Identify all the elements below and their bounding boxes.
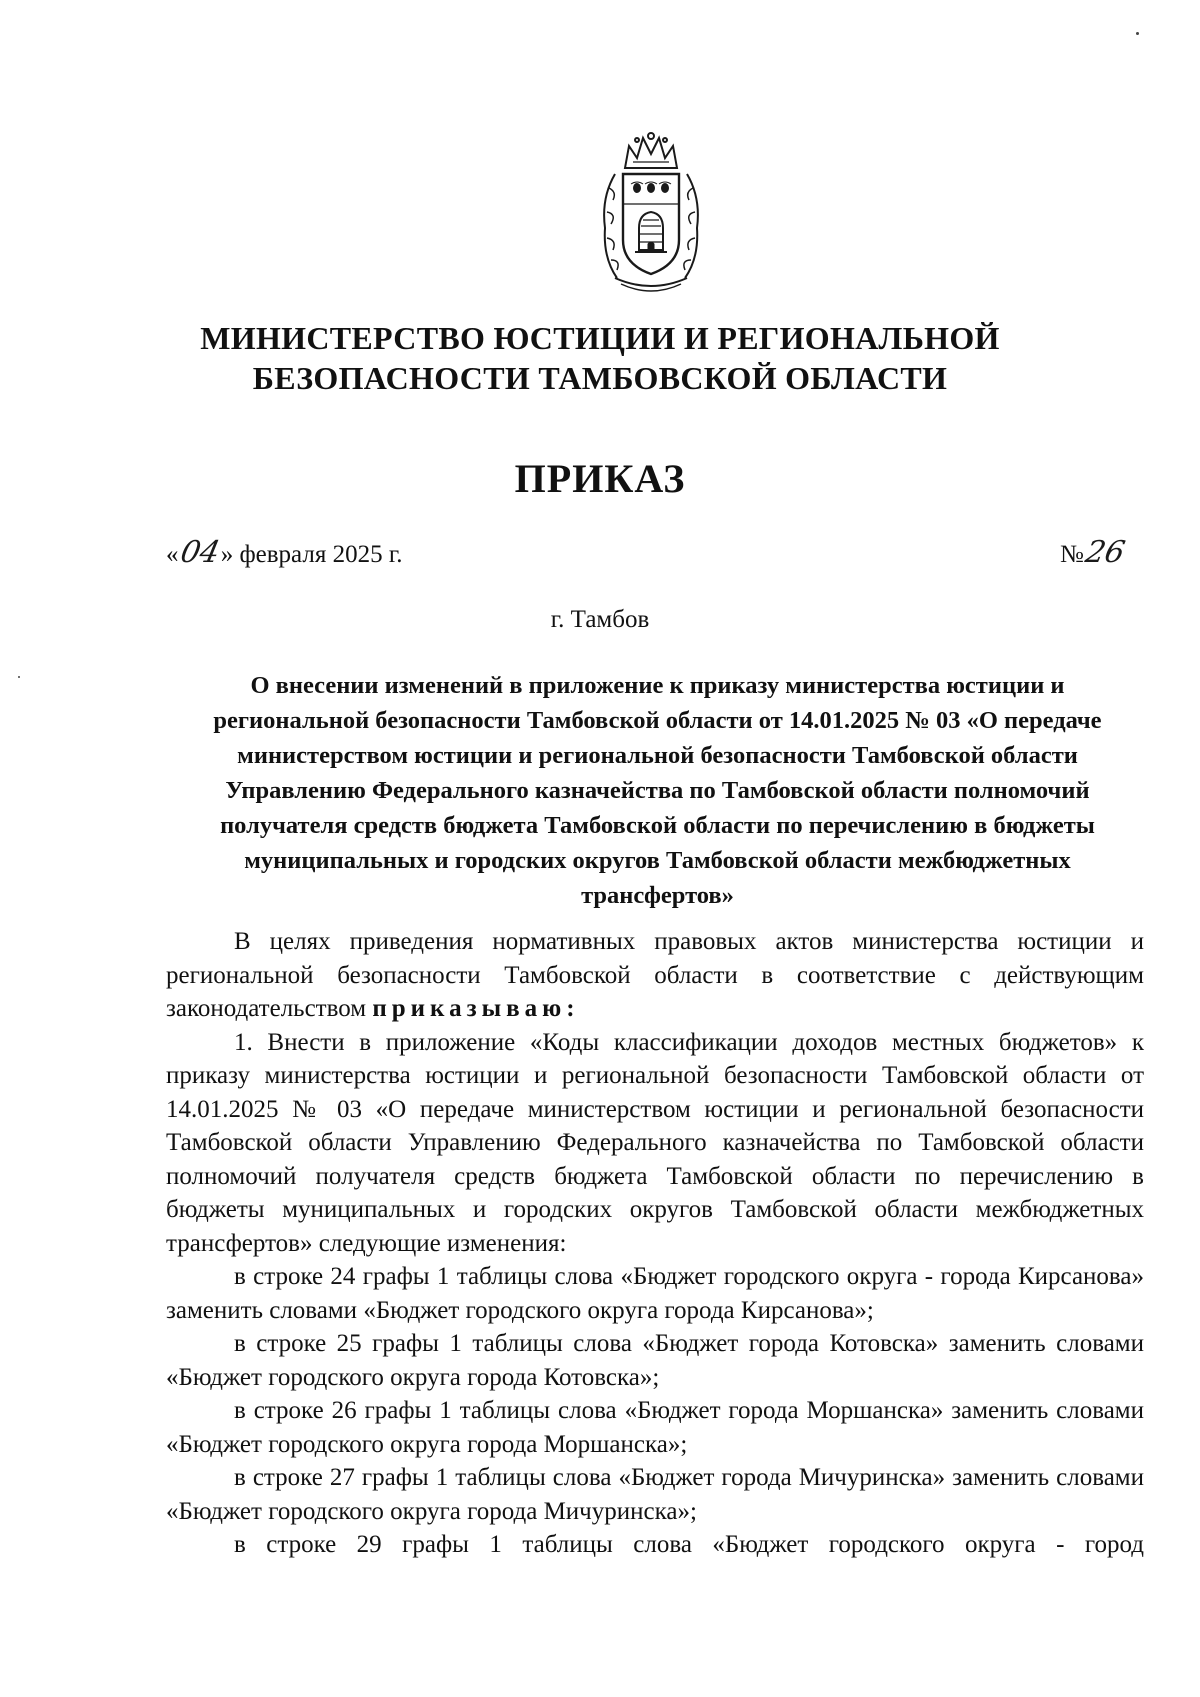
date-month-year: » февраля 2025 г. <box>220 541 403 568</box>
order-subject-heading: О внесении изменений в приложение к приказу министерства юстиции и региональной безопасности Тамбовской области от 14.01.2025 № 03 «О передаче министерством юстиции и региональной безопасности Тамбовской области Управлению Федерального казначейства по Тамбовской области полномочий получателя средств бюджета Тамбовской области по перечислению в бюджеты муниципальных и городских округов Тамбовской области межбюджетных трансфертов» <box>213 672 1102 909</box>
ministry-title: МИНИСТЕРСТВО ЮСТИЦИИ И РЕГИОНАЛЬНОЙ БЕЗОПАСНОСТИ ТАМБОВСКОЙ ОБЛАСТИ <box>200 320 1000 396</box>
coat-of-arms-emblem <box>595 128 707 292</box>
handwritten-date-day: 04 <box>176 535 223 570</box>
item-1-paragraph: 1. Внести в приложение «Коды классификации доходов местных бюджетов» к приказу министерства юстиции и региональной безопасности Тамбовской области от 14.01.2025 № 03 «О передаче министерством юстиции и региональной безопасности Тамбовской области Управлению Федерального казначейства по Тамбовской области полномочий получателя средств бюджета Тамбовской области по перечислению в бюджеты муниципальных и городских округов Тамбовской области межбюджетных трансфертов» следующие изменения: <box>166 1028 1144 1257</box>
intro-paragraph <box>166 925 1144 1026</box>
scan-speck <box>1136 32 1139 35</box>
intro-text: В целях приведения нормативных правовых актов министерства юстиции и региональной безопасности Тамбовской области в соответствие с действующим законодательством <box>166 928 1144 1022</box>
change-item-truncated: в строке 29 графы 1 таблицы слова «Бюджет городского округа - город <box>234 1531 1144 1558</box>
document-type-title: ПРИКАЗ <box>514 456 686 501</box>
change-item: в строке 27 графы 1 таблицы слова «Бюджет города Мичуринска» заменить словами «Бюджет городского округа города Мичуринска»; <box>166 1464 1144 1525</box>
change-item: в строке 24 графы 1 таблицы слова «Бюджет городского округа - города Кирсанова» заменить словами «Бюджет городского округа города Кирсанова»; <box>166 1263 1144 1324</box>
scan-speck <box>18 676 20 678</box>
number-sign: № <box>1060 541 1084 568</box>
change-item: в строке 26 графы 1 таблицы слова «Бюджет города Моршанска» заменить словами «Бюджет городского округа города Моршанска»; <box>166 1397 1144 1458</box>
date-open-quote: « <box>166 541 179 568</box>
directive-word: приказываю: <box>372 995 580 1022</box>
order-date <box>166 536 403 572</box>
change-item: в строке 25 графы 1 таблицы слова «Бюджет города Котовска» заменить словами «Бюджет городского округа города Котовска»; <box>166 1330 1144 1391</box>
order-number <box>1060 536 1126 572</box>
handwritten-order-number: 26 <box>1082 535 1128 570</box>
order-body <box>166 925 1144 1562</box>
city-line: г. Тамбов <box>550 606 650 633</box>
